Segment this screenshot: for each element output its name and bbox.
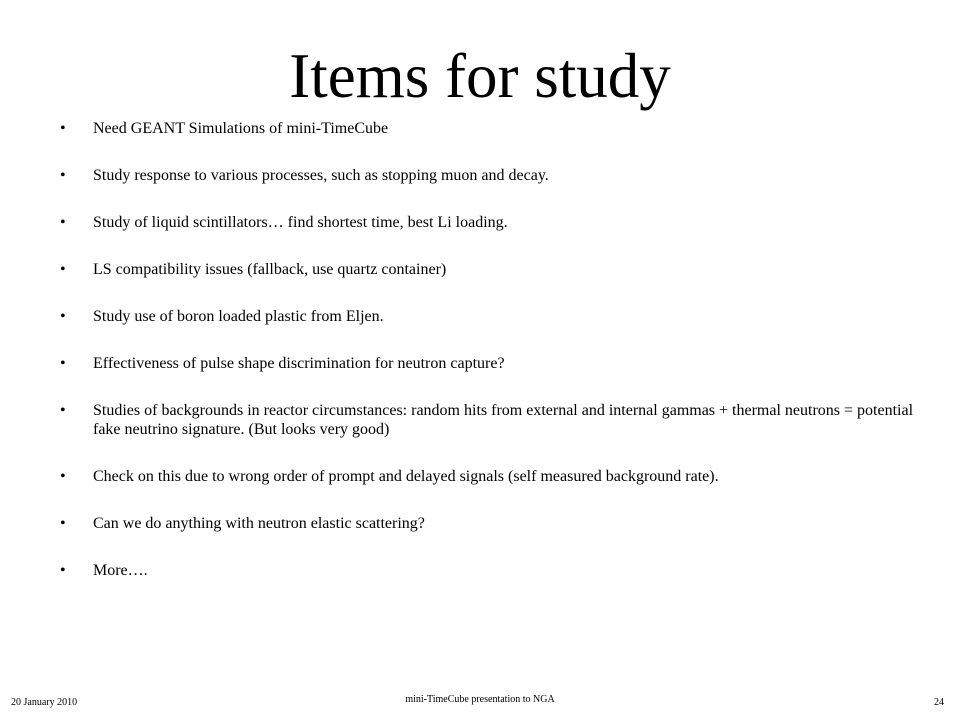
bullet-item: [60, 354, 930, 373]
bullet-text: Study of liquid scintillators… find shortest time, best Li loading.: [93, 214, 508, 231]
bullet-mark: •: [60, 120, 66, 137]
bullet-text: Effectiveness of pulse shape discrimination for neutron capture?: [93, 355, 505, 372]
bullet-text: Studies of backgrounds in reactor circumstances: random hits from external and internal gammas + thermal neutrons = potential fake neutrino signature. (But looks very good): [93, 402, 914, 438]
bullet-mark: •: [60, 167, 66, 184]
footer-date: 20 January 2010: [11, 697, 78, 708]
bullet-item: [60, 307, 930, 326]
bullet-mark: •: [60, 261, 66, 278]
bullet-mark: •: [60, 355, 66, 372]
bullet-item: [60, 166, 930, 185]
bullet-mark: •: [60, 308, 66, 325]
bullet-text: Study use of boron loaded plastic from Eljen.: [93, 308, 384, 325]
bullet-list: [60, 119, 930, 608]
footer-page-number: 24: [934, 697, 944, 708]
bullet-item: [60, 119, 930, 138]
slide-title: Items for study: [289, 41, 671, 111]
bullet-item: [60, 514, 930, 533]
bullet-text: More….: [93, 562, 148, 579]
footer-presentation-title: mini-TimeCube presentation to NGA: [405, 694, 555, 705]
bullet-item: [60, 561, 930, 580]
bullet-mark: •: [60, 402, 66, 419]
bullet-mark: •: [60, 515, 66, 532]
bullet-mark: •: [60, 468, 66, 485]
bullet-item: [60, 401, 930, 439]
bullet-mark: •: [60, 562, 66, 579]
bullet-mark: •: [60, 214, 66, 231]
bullet-text: LS compatibility issues (fallback, use quartz container): [93, 261, 447, 278]
bullet-text: Need GEANT Simulations of mini-TimeCube: [93, 120, 389, 137]
bullet-item: [60, 213, 930, 232]
bullet-item: [60, 467, 930, 486]
bullet-text: Check on this due to wrong order of prompt and delayed signals (self measured background rate).: [93, 468, 719, 485]
bullet-item: [60, 260, 930, 279]
bullet-text: Study response to various processes, such as stopping muon and decay.: [93, 167, 549, 184]
bullet-text: Can we do anything with neutron elastic scattering?: [93, 515, 425, 532]
